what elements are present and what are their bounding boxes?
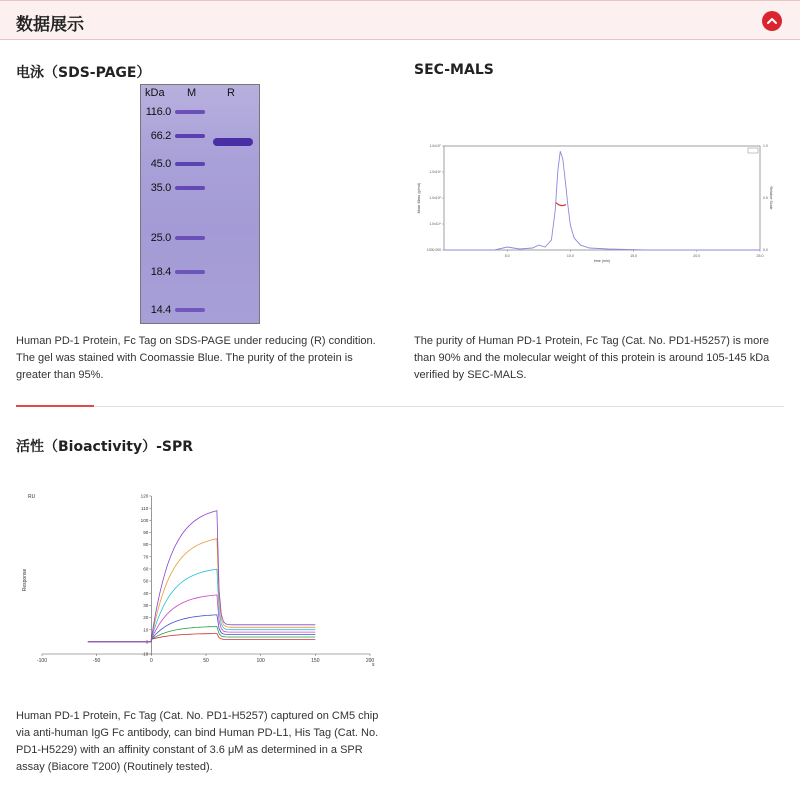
gel-marker-band: [175, 270, 205, 274]
sec-mals-x-tick-label: 20.0: [693, 254, 701, 258]
sec-mals-y2-tick-label: 1.0: [763, 144, 768, 149]
gel-marker-label: 18.4: [150, 266, 171, 278]
collapse-button[interactable]: [762, 11, 782, 31]
spr-x-tick-label: 100: [256, 658, 265, 664]
spr-y-tick-label: 20: [143, 615, 149, 621]
sec-mals-y-tick-label: 1.0x10⁷: [429, 144, 441, 149]
sec-mals-y-tick-label: 1.0x10⁵: [429, 196, 441, 201]
gel-marker-band: [175, 308, 205, 312]
gel-marker-label: 45.0: [150, 158, 171, 170]
gel-marker-band: [175, 186, 205, 190]
chevron-up-icon: [766, 15, 778, 27]
sec-mals-x-tick-label: 5.0: [504, 254, 510, 258]
sec-mals-x-tick-label: 15.0: [630, 254, 638, 258]
spr-x-tick-label: -100: [36, 658, 48, 664]
spr-y-label: Response: [22, 568, 28, 592]
sds-page-title: 电泳（SDS-PAGE）: [16, 65, 151, 81]
gel-marker-label: 25.0: [150, 232, 171, 244]
gel-marker-label: 116.0: [145, 106, 171, 118]
sec-mals-title: SEC-MALS: [414, 62, 494, 78]
sec-mals-chart: [414, 138, 774, 264]
spr-y-tick-label: 40: [143, 590, 149, 596]
gel-marker-band: [175, 134, 205, 138]
spr-y-tick-label: 30: [143, 602, 149, 608]
sds-page-caption: Human PD-1 Protein, Fc Tag on SDS-PAGE under reducing (R) condition. The gel was stained with Coomassie Blue. The purity of the protein is greater than 95%.: [16, 335, 376, 381]
sec-mals-x-tick-label: 25.0: [756, 254, 764, 258]
spr-y-tick-label: 10: [143, 627, 149, 633]
section-divider-accent: [16, 405, 94, 407]
spr-x-tick-label: 150: [311, 658, 320, 664]
sec-mals-y2-label: Relative Scale: [769, 186, 773, 210]
spr-caption: Human PD-1 Protein, Fc Tag (Cat. No. PD1-H5257) captured on CM5 chip via anti-human IgG Fc antibody, can bind Human PD-L1, His Tag (Cat. No. PD1-H5229) with an affinity constant of 3.6 μM as determined in a SPR assay (Biacore T200) (Routinely tested).: [16, 710, 379, 773]
spr-y-tick-label: 70: [143, 554, 149, 560]
sec-mals-y2-tick-label: 0.0: [763, 248, 768, 253]
gel-marker-label: 14.4: [150, 304, 171, 316]
spr-sensorgram-line: [88, 615, 315, 645]
spr-y-tick-label: 60: [143, 566, 149, 572]
spr-y-tick-label: 110: [141, 505, 149, 511]
spr-x-unit: s: [372, 662, 375, 668]
gel-header-r: R: [227, 87, 235, 99]
sds-page-gel-image: [140, 84, 260, 324]
spr-sensorgram-line: [88, 566, 315, 645]
sec-mals-x-tick-label: 10.0: [566, 254, 574, 258]
sec-mals-y-label: Molar Mass (g/mol): [417, 182, 421, 214]
spr-y-tick-label: -10: [141, 651, 149, 657]
spr-y-tick-label: 80: [143, 542, 149, 548]
gel-header-m: M: [187, 87, 197, 99]
gel-marker-band: [175, 236, 205, 240]
spr-y-tick-label: 90: [143, 530, 149, 536]
spr-x-tick-label: 50: [203, 658, 209, 664]
gel-marker-label: 35.0: [150, 182, 171, 194]
sec-mals-y2-tick-label: 0.5: [763, 196, 768, 201]
section-header: [0, 0, 800, 40]
spr-sensorgram-line: [88, 539, 315, 645]
spr-x-tick-label: 0: [149, 658, 153, 664]
sec-mals-y-tick-label: 1.0x10⁶: [429, 170, 441, 175]
gel-sample-band: [213, 138, 253, 146]
spr-y-tick-label: 50: [143, 578, 149, 584]
spr-x-tick-label: 200: [365, 658, 375, 664]
spr-y-tick-label: 120: [140, 493, 149, 499]
sec-mals-molar-mass-line: [556, 203, 566, 206]
spr-chart: [20, 488, 380, 672]
sec-mals-x-label: time (min): [594, 259, 610, 263]
spr-y-tick-label: 100: [140, 517, 149, 523]
spr-title: 活性（Bioactivity）-SPR: [16, 439, 194, 455]
section-title: 数据展示: [16, 15, 84, 35]
sec-mals-caption: The purity of Human PD-1 Protein, Fc Tag (Cat. No. PD1-H5257) is more than 90% and the molecular weight of this protein is around 105-145 kDa verified by SEC-MALS.: [414, 335, 770, 381]
sec-mals-trace-line: [444, 151, 760, 250]
spr-y-tick-label: 0: [145, 639, 149, 645]
spr-x-tick-label: -50: [93, 658, 101, 664]
gel-marker-band: [175, 162, 205, 166]
gel-marker-label: 66.2: [150, 130, 171, 142]
sec-mals-y-tick-label: 1.0x10⁴: [429, 222, 441, 227]
gel-header-kda: kDa: [145, 87, 165, 99]
spr-sensorgram-line: [88, 511, 315, 645]
gel-marker-band: [175, 110, 205, 114]
sec-mals-legend-box: [748, 148, 758, 153]
section-divider: [16, 406, 784, 407]
spr-y-unit: RU: [28, 494, 36, 500]
sec-mals-y-tick-label: 1000.000: [426, 248, 441, 253]
sec-mals-plot-frame: [444, 146, 760, 250]
